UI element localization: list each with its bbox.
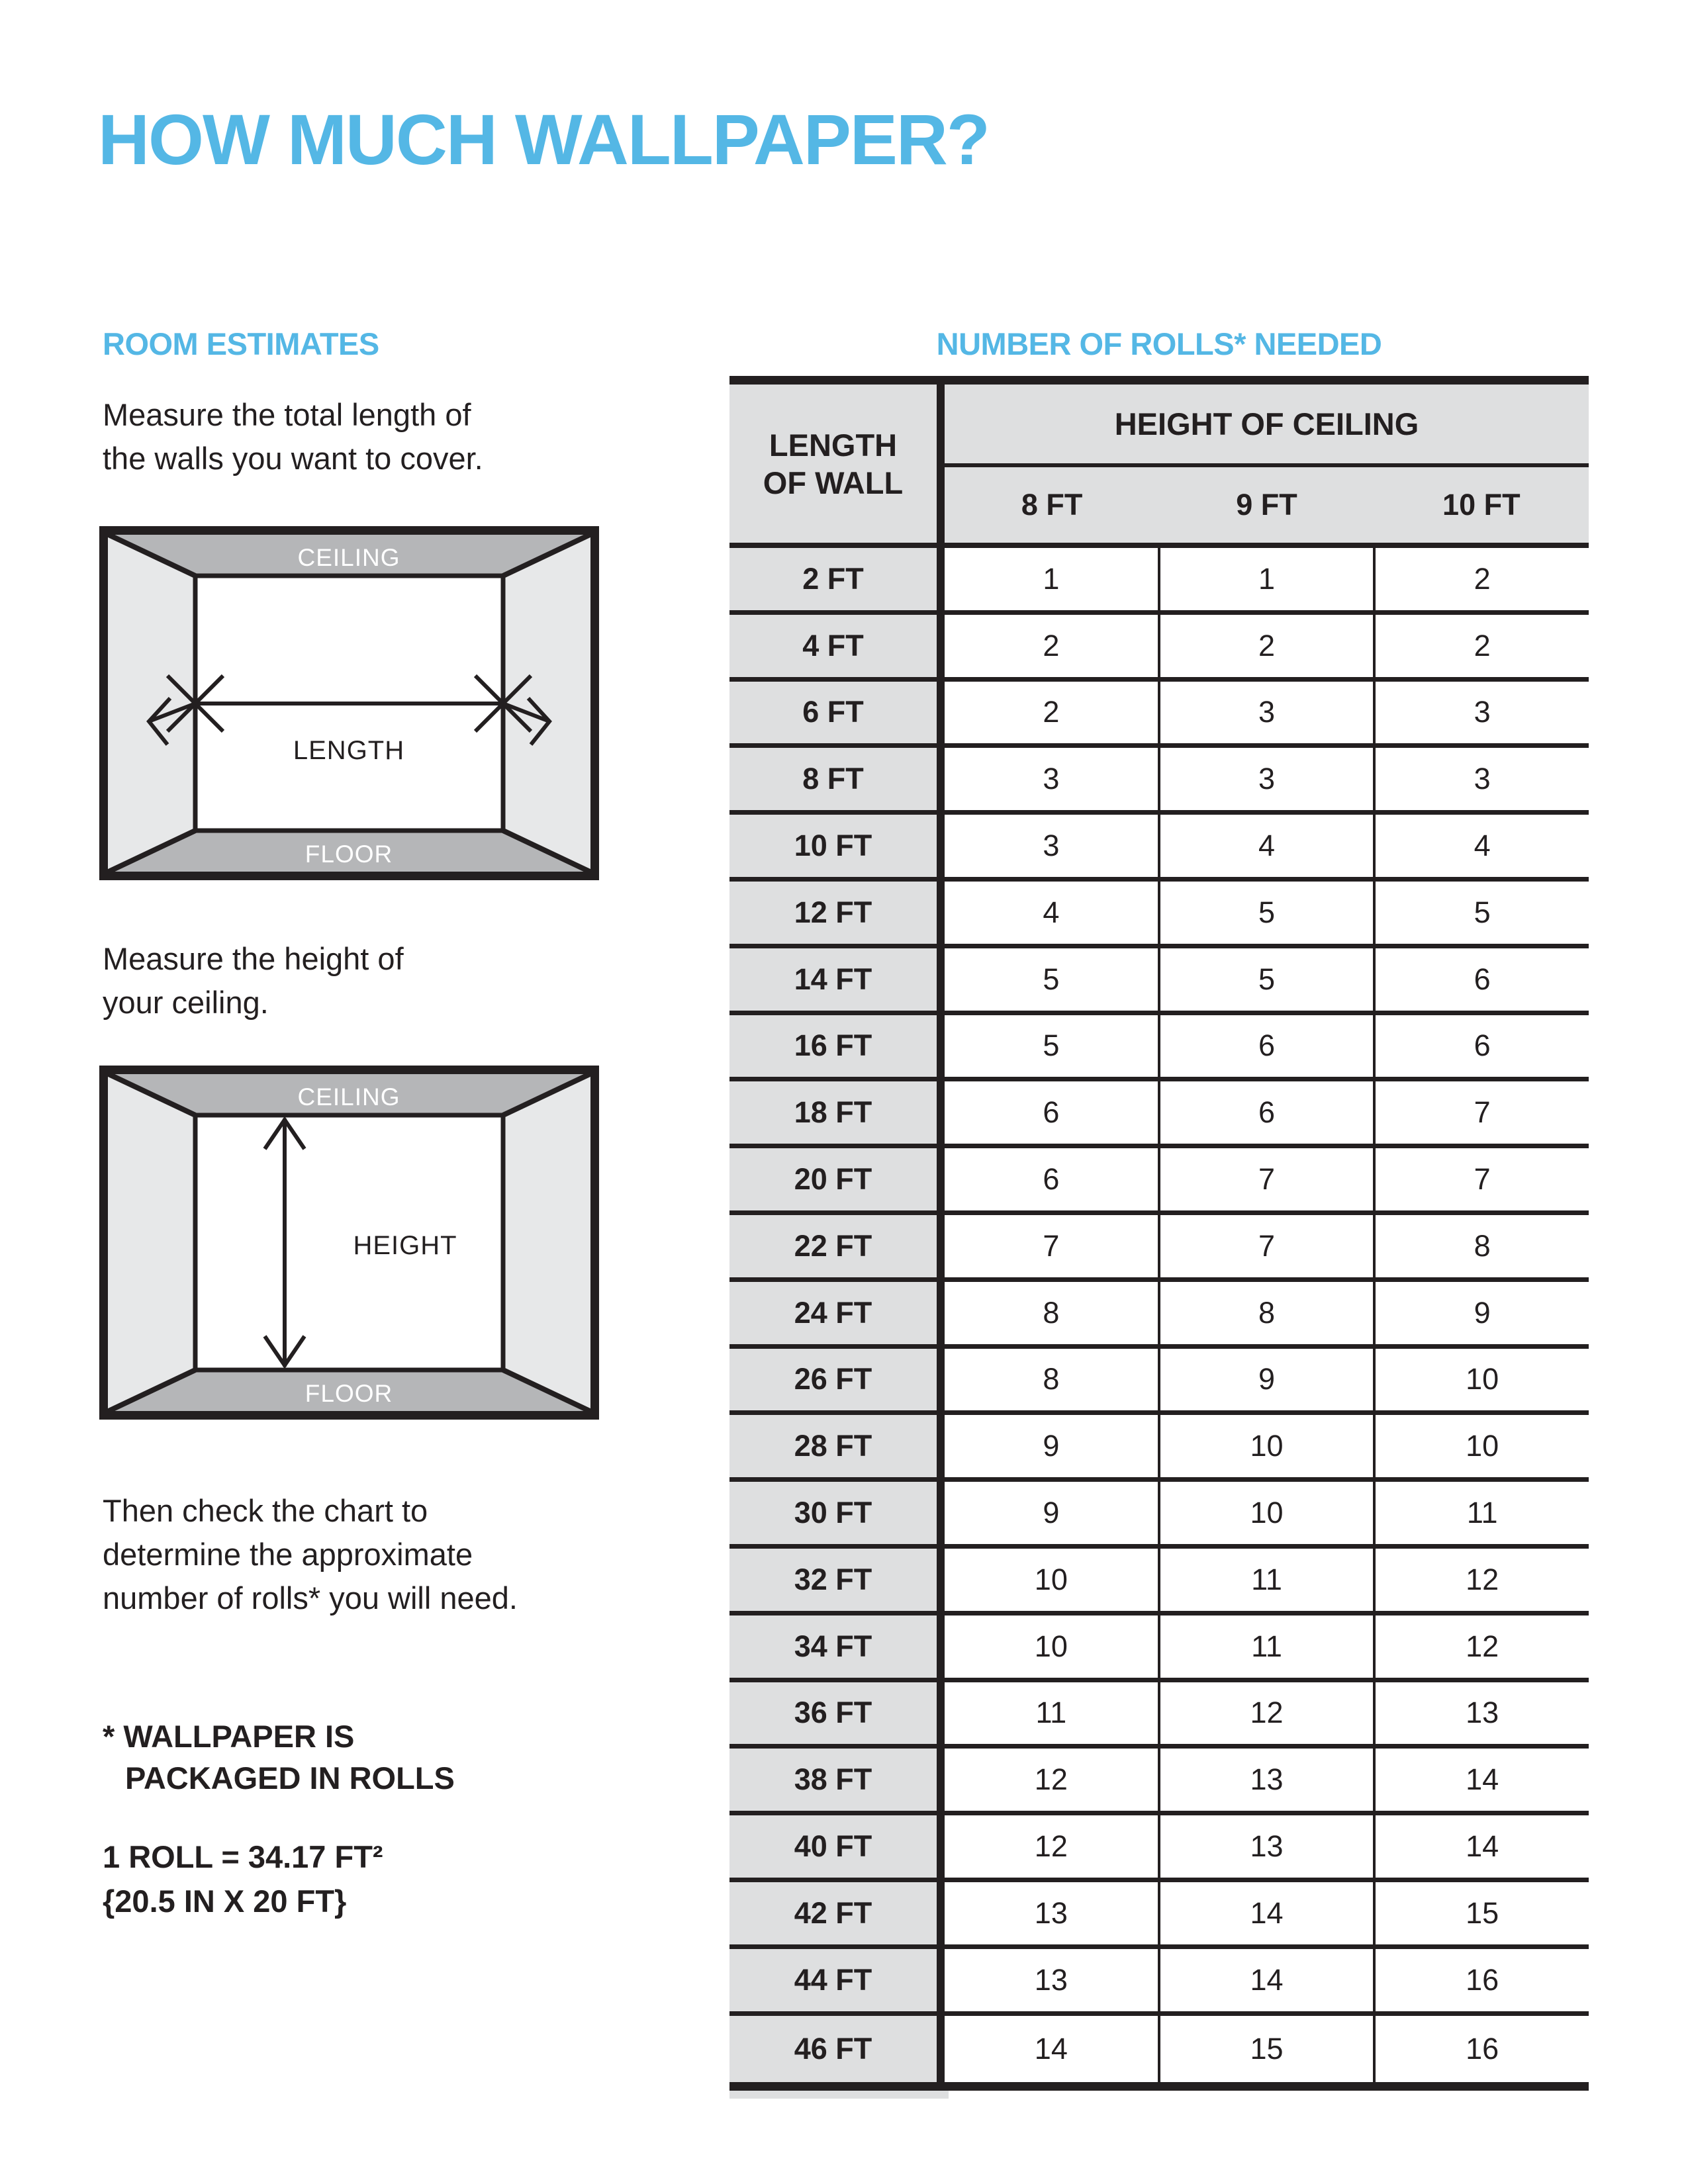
rolls-value-8ft: 3 [945,815,1158,877]
rolls-value-9ft: 5 [1158,882,1374,944]
rolls-value-8ft: 9 [945,1482,1158,1544]
rolls-value-8ft: 8 [945,1282,1158,1344]
rolls-value-8ft: 12 [945,1815,1158,1878]
table-row [729,1081,1589,1148]
rolls-needed-table [729,376,1589,2099]
rolls-value-10ft: 12 [1373,1549,1589,1611]
row-label: 2 FT [729,548,945,610]
room-estimates-heading: ROOM ESTIMATES [103,326,379,361]
row-label: 46 FT [729,2016,945,2083]
left-wall-surface [107,534,195,872]
length-label: LENGTH [293,736,405,765]
rolls-value-9ft: 7 [1158,1215,1374,1277]
page-title: HOW MUCH WALLPAPER? [98,99,989,179]
step1-text [103,393,483,480]
height-label: HEIGHT [353,1231,457,1260]
height-of-ceiling-header [945,385,1589,543]
rolls-value-10ft: 5 [1373,882,1589,944]
rolls-value-10ft: 4 [1373,815,1589,877]
rolls-value-9ft: 3 [1158,748,1374,810]
row-label: 10 FT [729,815,945,877]
rolls-value-10ft: 3 [1373,682,1589,744]
table-row [729,1549,1589,1615]
floor-label: FLOOR [305,1380,393,1407]
rolls-value-8ft: 10 [945,1549,1158,1611]
row-label: 36 FT [729,1682,945,1745]
length-of-wall-header [729,385,945,543]
rolls-value-10ft: 16 [1373,2016,1589,2083]
row-label: 26 FT [729,1349,945,1411]
rolls-value-9ft: 6 [1158,1081,1374,1144]
rolls-value-9ft: 14 [1158,1949,1374,2011]
table-top-rule [729,376,1589,385]
rolls-value-8ft: 8 [945,1349,1158,1411]
height-of-ceiling-label: HEIGHT OF CEILING [1114,406,1419,441]
table-row [729,815,1589,882]
rolls-value-9ft: 12 [1158,1682,1374,1745]
table-bottom-rule [729,2082,1589,2091]
rolls-value-10ft: 6 [1373,948,1589,1011]
table-row [729,1949,1589,2016]
rolls-value-9ft: 9 [1158,1349,1374,1411]
row-label: 20 FT [729,1148,945,1210]
rolls-value-8ft: 3 [945,748,1158,810]
step2-line1: Measure the height of [103,941,404,976]
table-row [729,1215,1589,1282]
rolls-value-8ft: 6 [945,1081,1158,1144]
row-label: 42 FT [729,1882,945,1944]
step1-line2: the walls you want to cover. [103,441,483,476]
rolls-value-10ft: 2 [1373,548,1589,610]
row-label: 22 FT [729,1215,945,1277]
rolls-value-9ft: 2 [1158,615,1374,677]
row-label: 40 FT [729,1815,945,1878]
rolls-value-10ft: 9 [1373,1282,1589,1344]
length-of-wall-line1: LENGTH [769,427,898,463]
rolls-value-8ft: 1 [945,548,1158,610]
rolls-value-10ft: 10 [1373,1349,1589,1411]
table-row [729,2016,1589,2083]
rolls-value-8ft: 13 [945,1949,1158,2011]
rolls-value-10ft: 7 [1373,1081,1589,1144]
rolls-value-10ft: 10 [1373,1415,1589,1477]
table-footer-tab [729,2091,949,2099]
table-row [729,1148,1589,1215]
row-label: 4 FT [729,615,945,677]
rolls-value-9ft: 11 [1158,1549,1374,1611]
rolls-value-9ft: 1 [1158,548,1374,610]
rolls-value-10ft: 12 [1373,1615,1589,1678]
right-wall-surface [503,1073,591,1412]
rolls-value-10ft: 14 [1373,1815,1589,1878]
table-row [729,615,1589,682]
rolls-value-9ft: 6 [1158,1015,1374,1077]
rolls-value-10ft: 14 [1373,1749,1589,1811]
rolls-value-8ft: 11 [945,1682,1158,1745]
rolls-value-9ft: 5 [1158,948,1374,1011]
rolls-value-9ft: 7 [1158,1148,1374,1210]
row-label: 6 FT [729,682,945,744]
column-header-10ft: 10 FT [1442,488,1521,522]
rolls-value-8ft: 2 [945,682,1158,744]
table-row [729,1682,1589,1749]
rolls-value-10ft: 13 [1373,1682,1589,1745]
step3-line3: number of rolls* you will need. [103,1580,518,1615]
footnote-rollsize-line1: 1 ROLL = 34.17 FT² [103,1839,383,1874]
rolls-value-10ft: 16 [1373,1949,1589,2011]
rolls-value-10ft: 6 [1373,1015,1589,1077]
rolls-value-9ft: 4 [1158,815,1374,877]
row-label: 16 FT [729,1015,945,1077]
left-wall-surface [107,1073,195,1412]
row-label: 12 FT [729,882,945,944]
ceiling-height-columns [945,467,1589,543]
rolls-value-10ft: 8 [1373,1215,1589,1277]
rolls-value-9ft: 3 [1158,682,1374,744]
rolls-value-8ft: 10 [945,1615,1158,1678]
step3-line2: determine the approximate [103,1537,473,1572]
table-row [729,1482,1589,1549]
step3-text [103,1489,518,1620]
table-body [729,548,1589,2082]
rolls-value-8ft: 14 [945,2016,1158,2083]
table-row [729,948,1589,1015]
row-label: 32 FT [729,1549,945,1611]
row-label: 24 FT [729,1282,945,1344]
row-label: 34 FT [729,1615,945,1678]
length-of-wall-line2: OF WALL [763,465,904,500]
rolls-value-8ft: 2 [945,615,1158,677]
footnote-packaged-line2: PACKAGED IN ROLLS [125,1760,455,1796]
ceiling-label: CEILING [297,1083,400,1111]
row-label: 18 FT [729,1081,945,1144]
table-row [729,1882,1589,1949]
rolls-value-9ft: 14 [1158,1882,1374,1944]
rolls-value-9ft: 15 [1158,2016,1374,2083]
step1-line1: Measure the total length of [103,397,471,432]
rolls-value-8ft: 5 [945,1015,1158,1077]
wallpaper-packaged-footnote [103,1715,455,1799]
rolls-value-9ft: 13 [1158,1749,1374,1811]
table-row [729,682,1589,749]
table-row [729,882,1589,948]
rolls-value-10ft: 15 [1373,1882,1589,1944]
floor-label: FLOOR [305,841,393,868]
table-row [729,1815,1589,1882]
rolls-value-8ft: 12 [945,1749,1158,1811]
table-row [729,1415,1589,1482]
row-label: 30 FT [729,1482,945,1544]
room-length-diagram [99,526,599,880]
step2-line2: your ceiling. [103,985,269,1020]
table-row [729,1349,1589,1416]
rolls-value-8ft: 13 [945,1882,1158,1944]
rolls-value-8ft: 7 [945,1215,1158,1277]
row-label: 38 FT [729,1749,945,1811]
rolls-value-9ft: 8 [1158,1282,1374,1344]
table-header [729,385,1589,543]
rolls-needed-heading: NUMBER OF ROLLS* NEEDED [936,326,1382,361]
column-header-9ft: 9 FT [1236,488,1297,522]
table-row [729,1615,1589,1682]
row-label: 14 FT [729,948,945,1011]
rolls-value-9ft: 11 [1158,1615,1374,1678]
row-label: 8 FT [729,748,945,810]
footnote-rollsize-line2: {20.5 IN X 20 FT} [103,1884,347,1919]
row-label: 44 FT [729,1949,945,2011]
column-header-8ft: 8 FT [1021,488,1083,522]
footnote-packaged-line1: * WALLPAPER IS [103,1719,355,1754]
step2-text [103,937,404,1024]
table-row [729,1015,1589,1082]
rolls-value-10ft: 2 [1373,615,1589,677]
table-row [729,1282,1589,1349]
rolls-value-8ft: 9 [945,1415,1158,1477]
room-height-diagram [99,1066,599,1420]
table-row [729,748,1589,815]
header-bottom-rule [729,543,1589,548]
rolls-value-9ft: 10 [1158,1482,1374,1544]
rolls-value-10ft: 11 [1373,1482,1589,1544]
rolls-value-9ft: 10 [1158,1415,1374,1477]
ceiling-label: CEILING [297,544,400,571]
rolls-value-10ft: 3 [1373,748,1589,810]
rolls-value-10ft: 7 [1373,1148,1589,1210]
roll-size-footnote [103,1835,383,1923]
table-row [729,548,1589,615]
table-row [729,1749,1589,1815]
rolls-value-8ft: 5 [945,948,1158,1011]
row-label: 28 FT [729,1415,945,1477]
rolls-value-9ft: 13 [1158,1815,1374,1878]
rolls-value-8ft: 6 [945,1148,1158,1210]
right-wall-surface [503,534,591,872]
step3-line1: Then check the chart to [103,1493,428,1528]
rolls-value-8ft: 4 [945,882,1158,944]
